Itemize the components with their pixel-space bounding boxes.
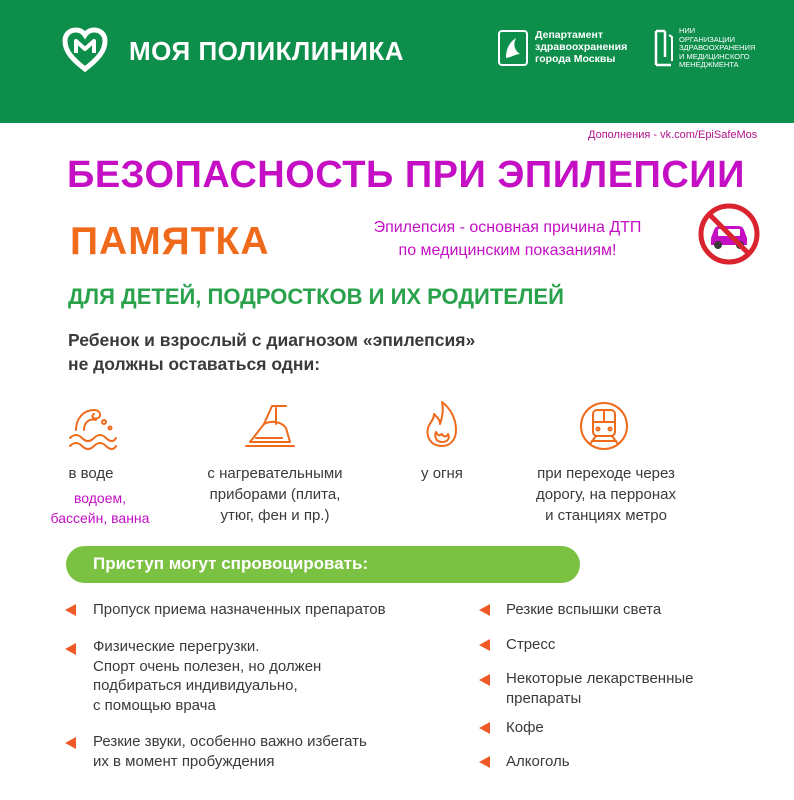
trigger-line: Стресс	[506, 636, 556, 653]
nii-logo-icon	[653, 27, 675, 69]
trigger-item	[506, 635, 555, 655]
fire-icon	[414, 398, 470, 450]
water-waves-icon	[64, 400, 120, 452]
caption-line: дорогу, на перронах	[536, 486, 676, 503]
bullet-icon	[479, 756, 490, 768]
warning-line: Эпилепсия - основная причина ДТП	[373, 219, 642, 236]
note-line: водоем,	[73, 490, 126, 506]
trigger-line: подбираться индивидуально,	[93, 677, 298, 694]
caption-line: с нагревательными	[207, 465, 343, 482]
audience-subtitle: ДЛЯ ДЕТЕЙ, ПОДРОСТКОВ И ИХ РОДИТЕЛЕЙ	[68, 284, 564, 309]
situation-note	[30, 488, 170, 528]
caption-line: приборами (плита,	[209, 486, 341, 503]
dept-title	[535, 29, 627, 65]
bullet-icon	[65, 643, 76, 655]
bullet-icon	[65, 604, 76, 616]
trigger-line: их в момент пробуждения	[93, 752, 275, 770]
trigger-line: Резкие вспышки света	[506, 601, 662, 618]
trigger-item	[93, 600, 386, 620]
nii-line: ОРГАНИЗАЦИИ	[679, 34, 736, 44]
dept-emblem-icon	[498, 30, 528, 66]
accident-warning	[330, 216, 685, 262]
iron-icon	[242, 398, 298, 450]
bullet-icon	[479, 604, 490, 616]
situation-caption	[180, 463, 370, 526]
caption-line: и станциях метро	[545, 507, 667, 524]
bullet-icon	[479, 674, 490, 686]
dept-line: Департамент	[535, 29, 603, 41]
lead-text	[68, 328, 475, 376]
caption-line: у огня	[421, 465, 463, 482]
nii-line: ЗДРАВООХРАНЕНИЯ	[679, 43, 756, 52]
memo-heading: ПАМЯТКА	[70, 220, 270, 263]
trigger-item	[506, 669, 693, 708]
trigger-item	[506, 600, 661, 620]
bullet-icon	[479, 639, 490, 651]
addon-link[interactable]: Дополнения - vk.com/EpiSafeMos	[588, 129, 758, 141]
dept-line: здравоохранения	[535, 41, 628, 53]
caption-line: утюг, фен и пр.)	[220, 507, 330, 524]
bullet-icon	[479, 722, 490, 734]
nii-line: И МЕДИЦИНСКОГО	[679, 51, 750, 61]
caption-line: при переходе через	[537, 465, 675, 482]
trigger-item	[93, 637, 321, 715]
no-driving-icon	[697, 202, 761, 266]
bullet-icon	[65, 737, 76, 749]
nii-line: МЕНЕДЖМЕНТА	[679, 60, 739, 69]
nii-line: НИИ	[679, 26, 696, 35]
trigger-line: Некоторые лекарственные	[506, 670, 694, 687]
note-line: бассейн, ванна	[50, 510, 150, 526]
trigger-item	[506, 752, 570, 772]
heart-logo-icon	[62, 27, 108, 73]
situation-caption	[400, 463, 484, 484]
lead-line: не должны оставаться одни:	[68, 354, 321, 374]
trigger-line: Алкоголь	[506, 753, 570, 770]
lead-line: Ребенок и взрослый с диагнозом «эпилепсия»	[68, 330, 476, 350]
dept-line: города Москвы	[535, 53, 616, 65]
trigger-line: Спорт очень полезен, но должен	[93, 657, 322, 675]
nii-title	[679, 27, 755, 70]
situation-caption	[508, 463, 704, 526]
trigger-line: Физические перегрузки.	[93, 638, 260, 655]
trigger-line: Пропуск приема назначенных препаратов	[93, 601, 386, 618]
page-title: БЕЗОПАСНОСТЬ ПРИ ЭПИЛЕПСИИ	[67, 154, 745, 196]
situation-caption	[46, 463, 136, 484]
trigger-line: с помощью врача	[93, 696, 216, 714]
trigger-line: препараты	[506, 689, 582, 707]
metro-train-icon	[576, 400, 632, 452]
caption-line: в воде	[68, 465, 114, 482]
warning-line: по медицинским показаниям!	[398, 242, 617, 259]
trigger-line: Кофе	[506, 719, 544, 736]
brand-name: МОЯ ПОЛИКЛИНИКА	[129, 36, 405, 66]
trigger-line: Резкие звуки, особенно важно избегать	[93, 733, 367, 750]
trigger-item	[93, 732, 367, 771]
triggers-heading: Приступ могут спровоцировать:	[93, 554, 369, 573]
trigger-item	[506, 718, 544, 738]
